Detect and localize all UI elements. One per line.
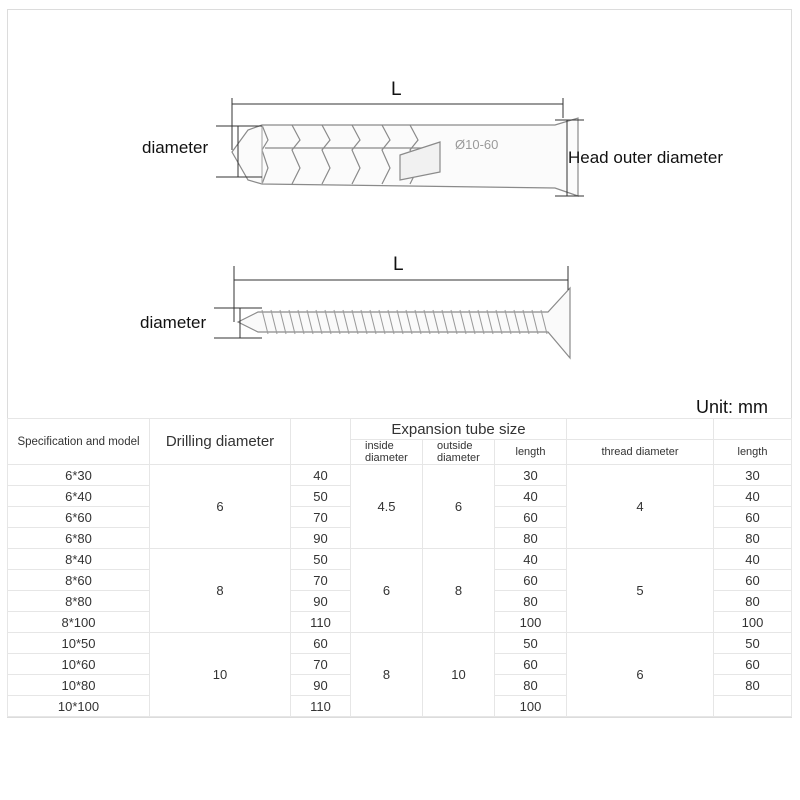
screw-length-cell: 80 [714,591,792,612]
screw-length-cell: 30 [714,465,792,486]
table-header-row-1 [8,419,792,440]
screw-length-cell: 40 [714,549,792,570]
header-drilling: Drilling diameter [150,419,291,465]
spec-cell: 10*50 [8,633,150,654]
total-length-cell: 70 [291,570,351,591]
total-length-cell: 50 [291,549,351,570]
header-blank [567,419,714,440]
tube-length-cell: 60 [495,654,567,675]
drilling-diameter-cell: 8 [150,549,291,633]
screw-length-cell: 100 [714,612,792,633]
spec-table [7,418,792,717]
expansion-anchor-illustration [232,118,578,196]
thread-diameter-cell: 4 [567,465,714,549]
tube-length-cell: 40 [495,486,567,507]
thread-diameter-cell: 5 [567,549,714,633]
screw-diameter-label: diameter [140,313,207,332]
outside-diameter-cell: 6 [423,465,495,549]
screw-length-cell: 50 [714,633,792,654]
inside-diameter-cell: 6 [351,549,423,633]
spec-cell: 8*40 [8,549,150,570]
tube-length-cell: 40 [495,549,567,570]
spec-cell: 6*30 [8,465,150,486]
tube-length-cell: 80 [495,675,567,696]
screw-length-cell: 60 [714,507,792,528]
tube-length-cell: 80 [495,591,567,612]
header-expansion-group: Expansion tube size [351,419,567,440]
screw-length-cell: 40 [714,486,792,507]
table-row [8,633,792,654]
screw-length-cell: 80 [714,528,792,549]
inside-diameter-cell: 4.5 [351,465,423,549]
header-outside-diameter: outside diameter [423,440,495,465]
total-length-cell: 50 [291,486,351,507]
spec-cell: 10*60 [8,654,150,675]
total-length-cell: 60 [291,633,351,654]
header-spec: Specification and model [8,419,150,465]
screw-length-cell [714,696,792,717]
thread-diameter-cell: 6 [567,633,714,717]
header-total-blank [291,419,351,465]
table-row [8,465,792,486]
anchor-diameter-label: diameter [142,138,209,157]
screw-length-cell: 80 [714,675,792,696]
screw-length-cell: 60 [714,654,792,675]
tube-length-cell: 50 [495,633,567,654]
screw-length-label: L [393,254,404,275]
outside-diameter-cell: 10 [423,633,495,717]
header-inside-diameter: inside diameter [351,440,423,465]
inside-diameter-cell: 8 [351,633,423,717]
total-length-cell: 70 [291,507,351,528]
total-length-cell: 70 [291,654,351,675]
tube-length-cell: 100 [495,696,567,717]
total-length-cell: 110 [291,612,351,633]
spec-cell: 8*60 [8,570,150,591]
outside-diameter-cell: 8 [423,549,495,633]
header-thread-diameter: thread diameter [567,440,714,465]
screw-illustration [238,288,570,358]
spec-cell: 8*80 [8,591,150,612]
total-length-cell: 90 [291,591,351,612]
spec-cell: 6*80 [8,528,150,549]
tube-length-cell: 80 [495,528,567,549]
total-length-cell: 40 [291,465,351,486]
drilling-diameter-cell: 10 [150,633,291,717]
spec-cell: 10*80 [8,675,150,696]
unit-label: Unit: mm [696,397,768,417]
total-length-cell: 90 [291,528,351,549]
header-blank [714,419,792,440]
screw-length-cell: 60 [714,570,792,591]
drilling-diameter-cell: 6 [150,465,291,549]
tube-length-cell: 60 [495,570,567,591]
tube-length-cell: 30 [495,465,567,486]
tube-length-cell: 60 [495,507,567,528]
spec-cell: 6*60 [8,507,150,528]
total-length-cell: 90 [291,675,351,696]
header-tube-length: length [495,440,567,465]
spec-cell: 10*100 [8,696,150,717]
anchor-marking: Ø10-60 [455,137,499,152]
spec-cell: 6*40 [8,486,150,507]
tube-length-cell: 100 [495,612,567,633]
anchor-length-label: L [391,79,402,100]
total-length-cell: 110 [291,696,351,717]
table-row [8,549,792,570]
head-outer-diameter-label: Head outer diameter [568,148,723,167]
spec-cell: 8*100 [8,612,150,633]
header-screw-length: length [714,440,792,465]
